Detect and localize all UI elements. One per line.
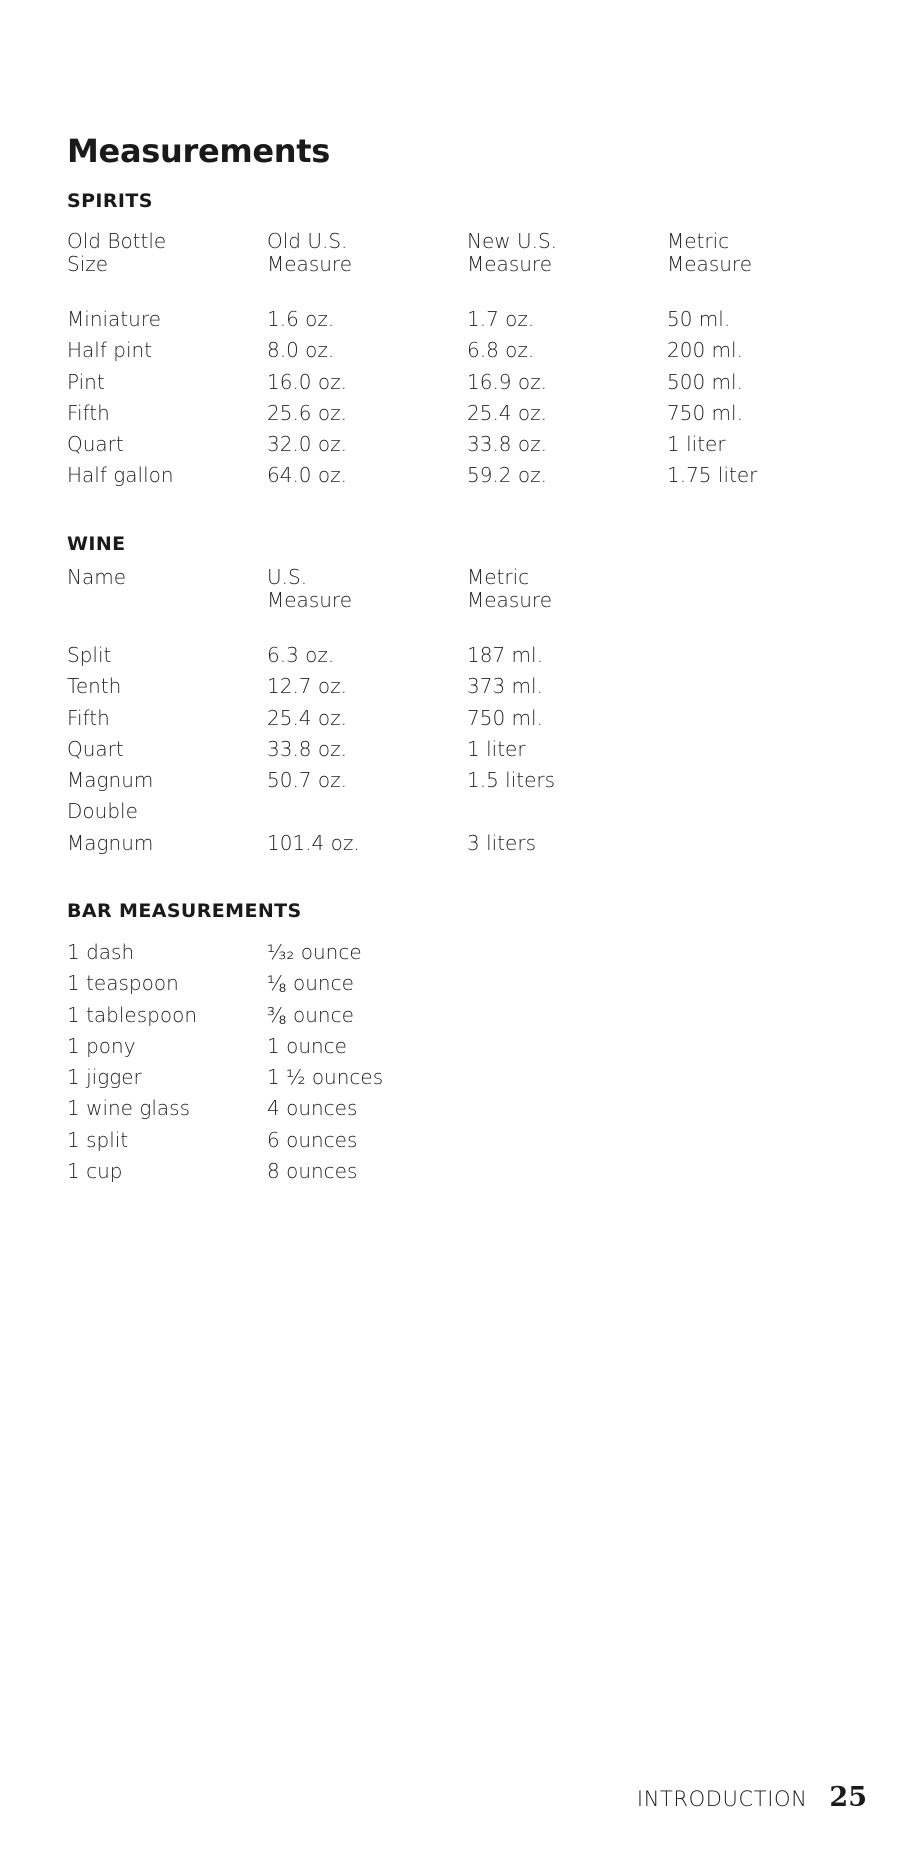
table-cell: 50.7 oz. xyxy=(267,768,347,793)
table-cell: 25.4 oz. xyxy=(267,705,347,730)
table-cell: 1.5 liters xyxy=(467,768,556,793)
spirits-col-header: New U.S. Measure xyxy=(467,229,558,276)
table-cell: Double xyxy=(67,799,138,824)
table-cell: 25.6 oz. xyxy=(267,400,347,425)
table-cell: Split xyxy=(67,643,112,667)
table-cell: Pint xyxy=(67,369,105,394)
table-cell: 64.0 oz. xyxy=(267,463,347,488)
spirits-col-header: Old Bottle Size xyxy=(67,229,167,276)
table-cell: 3 liters xyxy=(467,830,536,855)
table-cell: Miniature xyxy=(67,307,161,331)
table-cell: 373 ml. xyxy=(467,674,543,699)
table-cell: Fifth xyxy=(67,400,110,425)
wine-col-header: U.S. Measure xyxy=(267,565,352,612)
table-cell: 187 ml. xyxy=(467,643,543,667)
table-cell: 1 liter xyxy=(467,736,526,761)
wine-col-header: Metric Measure xyxy=(467,565,552,612)
table-cell: Magnum xyxy=(67,830,154,855)
table-cell: 4 ounces xyxy=(267,1096,358,1121)
table-cell: 33.8 oz. xyxy=(467,432,547,457)
table-cell: 12.7 oz. xyxy=(267,674,347,699)
table-cell: 200 ml. xyxy=(667,338,743,363)
table-cell: Half gallon xyxy=(67,463,174,488)
table-cell: 59.2 oz. xyxy=(467,463,547,488)
table-cell: 1.75 liter xyxy=(667,463,758,488)
table-cell: 1 jigger xyxy=(67,1065,142,1090)
table-cell: Quart xyxy=(67,432,124,457)
page-title: Measurements xyxy=(67,132,331,170)
table-cell: 101.4 oz. xyxy=(267,830,360,855)
table-cell: 1 split xyxy=(67,1127,129,1152)
table-cell: 32.0 oz. xyxy=(267,432,347,457)
wine-col-header: Name xyxy=(67,565,127,589)
table-cell: Half pint xyxy=(67,338,153,363)
table-cell: 6 ounces xyxy=(267,1127,358,1152)
table-cell: 1 pony xyxy=(67,1033,136,1058)
table-cell: 16.9 oz. xyxy=(467,369,547,394)
spirits-heading: SPIRITS xyxy=(67,190,153,212)
chapter-label: INTRODUCTION xyxy=(636,1787,808,1811)
table-cell: 750 ml. xyxy=(467,705,543,730)
spirits-col-header: Old U.S. Measure xyxy=(267,229,352,276)
table-cell: 16.0 oz. xyxy=(267,369,347,394)
table-cell: 1.6 oz. xyxy=(267,307,335,331)
table-cell: 1 tablespoon xyxy=(67,1002,197,1027)
page-number: 25 xyxy=(829,1782,867,1813)
table-cell: 8 ounces xyxy=(267,1159,358,1184)
table-cell: Fifth xyxy=(67,705,110,730)
table-cell: 50 ml. xyxy=(667,307,731,331)
table-cell: 1 liter xyxy=(667,432,726,457)
table-cell: Magnum xyxy=(67,768,154,793)
table-cell: 1.7 oz. xyxy=(467,307,535,331)
table-cell: 33.8 oz. xyxy=(267,736,347,761)
table-cell: 1 cup xyxy=(67,1159,123,1184)
table-cell: 1 teaspoon xyxy=(67,971,179,996)
table-cell: ¹⁄₈ ounce xyxy=(267,971,354,996)
table-cell: 8.0 oz. xyxy=(267,338,335,363)
table-cell: 500 ml. xyxy=(667,369,743,394)
table-cell: 750 ml. xyxy=(667,400,743,425)
wine-heading: WINE xyxy=(67,533,126,555)
table-cell: 1 dash xyxy=(67,940,135,964)
table-cell: Tenth xyxy=(67,674,122,699)
table-cell: ¹⁄₃₂ ounce xyxy=(267,940,362,964)
spirits-col-header: Metric Measure xyxy=(667,229,752,276)
bar-measurements-heading: BAR MEASUREMENTS xyxy=(67,900,302,922)
table-cell: 1 ¹⁄₂ ounces xyxy=(267,1065,384,1090)
table-cell: Quart xyxy=(67,736,124,761)
table-cell: 1 wine glass xyxy=(67,1096,190,1121)
table-cell: 25.4 oz. xyxy=(467,400,547,425)
table-cell: 6.8 oz. xyxy=(467,338,535,363)
table-cell: ³⁄₈ ounce xyxy=(267,1002,354,1027)
table-cell: 1 ounce xyxy=(267,1033,347,1058)
table-cell: 6.3 oz. xyxy=(267,643,335,667)
page-footer xyxy=(637,1782,867,1813)
